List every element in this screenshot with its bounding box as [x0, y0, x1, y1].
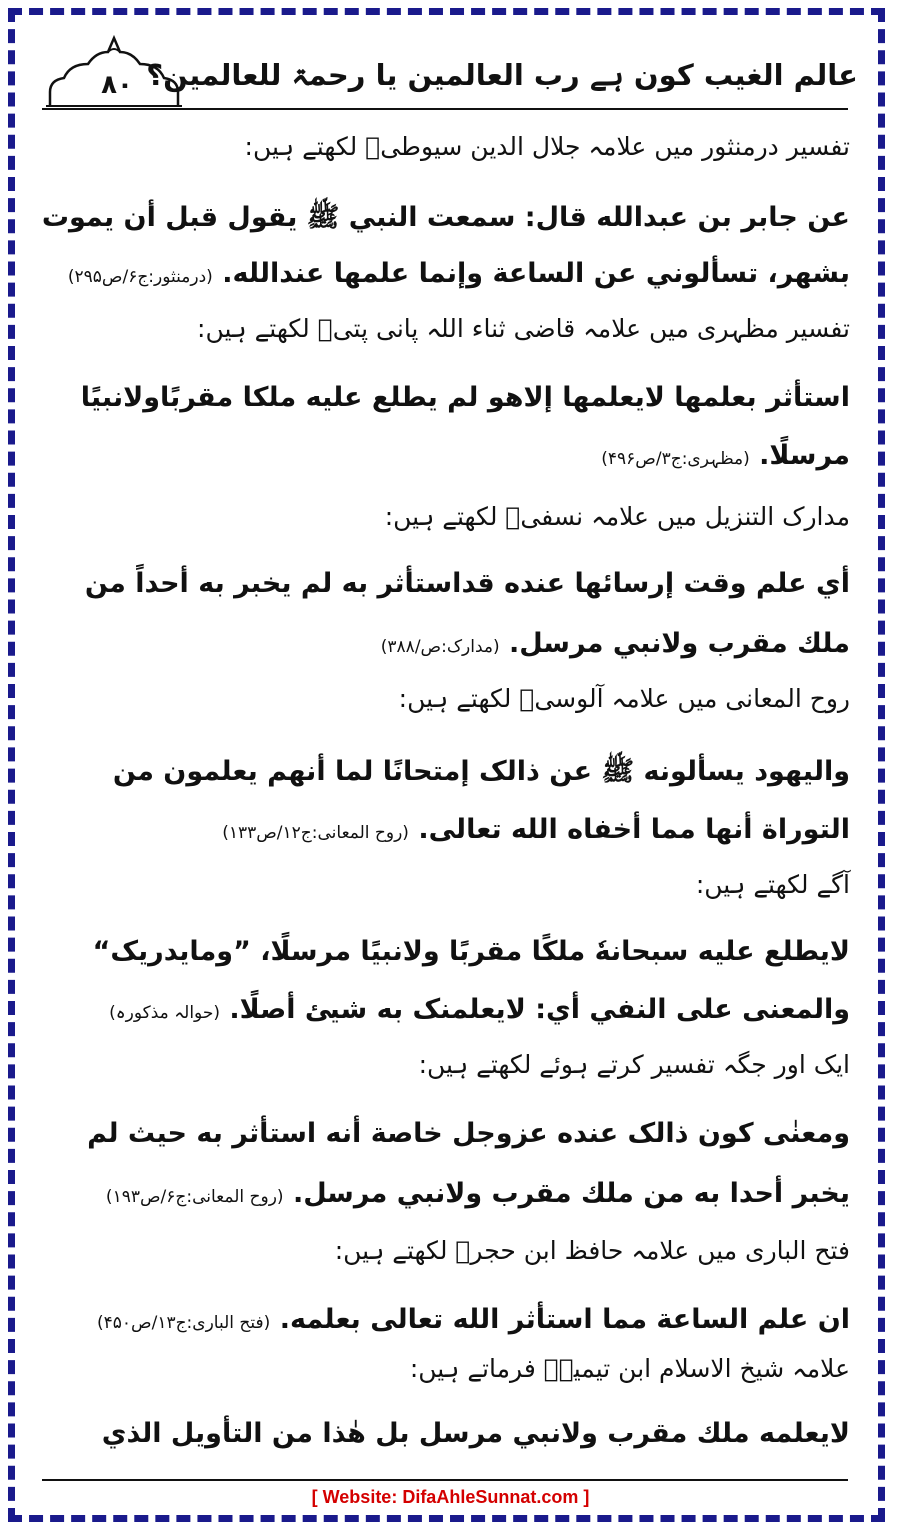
reference: (روح المعانی:ج۶/ص۱۹۳)	[105, 1187, 284, 1207]
text-line-21: علامہ شیخ الاسلام ابن تیمیہؒ فرماتے ہیں:	[409, 1354, 850, 1383]
text-line-13: آگے لکھتے ہیں:	[695, 870, 850, 899]
reference: (درمنثور:ج۶/ص۲۹۵)	[67, 267, 213, 287]
text-line-7: مدارک التنزیل میں علامہ نسفیؒ لکھتے ہیں:	[384, 502, 850, 531]
text-line-9: ملك مقرب ولانبي مرسل. (مدارک:ص/۳۸۸)	[380, 628, 850, 659]
text-line-12: التوراة أنها مما أخفاه الله تعالى. (روح المعانی:ج۱۲/ص۱۳۳)	[222, 814, 850, 845]
text-line-6: مرسلًا. (مظہری:ج۳/ص۴۹۶)	[601, 440, 850, 471]
text-line-16: ایک اور جگہ تفسیر کرتے ہوئے لکھتے ہیں:	[418, 1050, 850, 1079]
reference: (حوالہ مذکورہ)	[109, 1003, 220, 1023]
text-line-5: استأثر بعلمها لايعلمها إلاهو لم يطلع عليه ملكا مقربًاولانبيًا	[80, 382, 850, 413]
text-line-22: لايعلمه ملك مقرب ولانبي مرسل بل هٰذا من التأويل الذي	[101, 1418, 850, 1449]
text-line-20: ان علم الساعة مما استأثر الله تعالى بعلمه. (فتح الباری:ج۱۳/ص۴۵۰)	[96, 1304, 850, 1335]
reference: (مظہری:ج۳/ص۴۹۶)	[601, 449, 750, 469]
text-line-11: واليهود يسألونه ﷺ عن ذالک إمتحانًا لما أنهم يعلمون من	[112, 756, 850, 787]
text-line-8: أي علم وقت إرسائها عنده قداستأثر به لم يخبر به أحداً من	[84, 568, 850, 599]
text-line-14: لايطلع عليه سبحانهٗ ملكًا مقربًا ولانبيًا مرسلًا، ”ومايدريک“	[92, 936, 850, 967]
footer-divider	[42, 1479, 848, 1481]
text-line-2: عن جابر بن عبدالله قال: سمعت النبي ﷺ يقول قبل أن يموت	[41, 202, 850, 233]
text-line-10: روح المعانی میں علامہ آلوسیؒ لکھتے ہیں:	[398, 684, 850, 713]
website-footer[interactable]: [ Website: DifaAhleSunnat.com ]	[311, 1487, 590, 1507]
reference: (فتح الباری:ج۱۳/ص۴۵۰)	[96, 1313, 271, 1333]
text-line-3: بشهر، تسألوني عن الساعة وإنما علمها عندالله. (درمنثور:ج۶/ص۲۹۵)	[67, 258, 850, 289]
text-line-19: فتح الباری میں علامہ حافظ ابن حجرؒ لکھتے ہیں:	[334, 1236, 850, 1265]
text-line-1: تفسیر درمنثور میں علامہ جلال الدین سیوطیؒ لکھتے ہیں:	[244, 132, 850, 161]
header-divider	[42, 108, 848, 110]
page-number: ۸۰	[101, 70, 133, 100]
text-line-4: تفسیر مظہری میں علامہ قاضی ثناء اللہ پانی پتیؒ لکھتے ہیں:	[197, 314, 850, 343]
reference: (مدارک:ص/۳۸۸)	[380, 637, 500, 657]
page-header	[46, 30, 858, 108]
page-title: عالم الغیب کون ہے رب العالمین یا رحمۃ للعالمین؟	[146, 58, 858, 92]
text-line-18: يخبر أحدا به من ملك مقرب ولانبي مرسل. (روح المعانی:ج۶/ص۱۹۳)	[105, 1178, 850, 1209]
text-line-15: والمعنى على النفي أي: لايعلمنک به شيئ أصلًا. (حوالہ مذکورہ)	[109, 994, 850, 1025]
reference: (روح المعانی:ج۱۲/ص۱۳۳)	[222, 823, 409, 843]
text-line-17: ومعنٰى كون ذالک عنده عزوجل خاصة أنه استأثر به حيث لم	[87, 1118, 850, 1149]
